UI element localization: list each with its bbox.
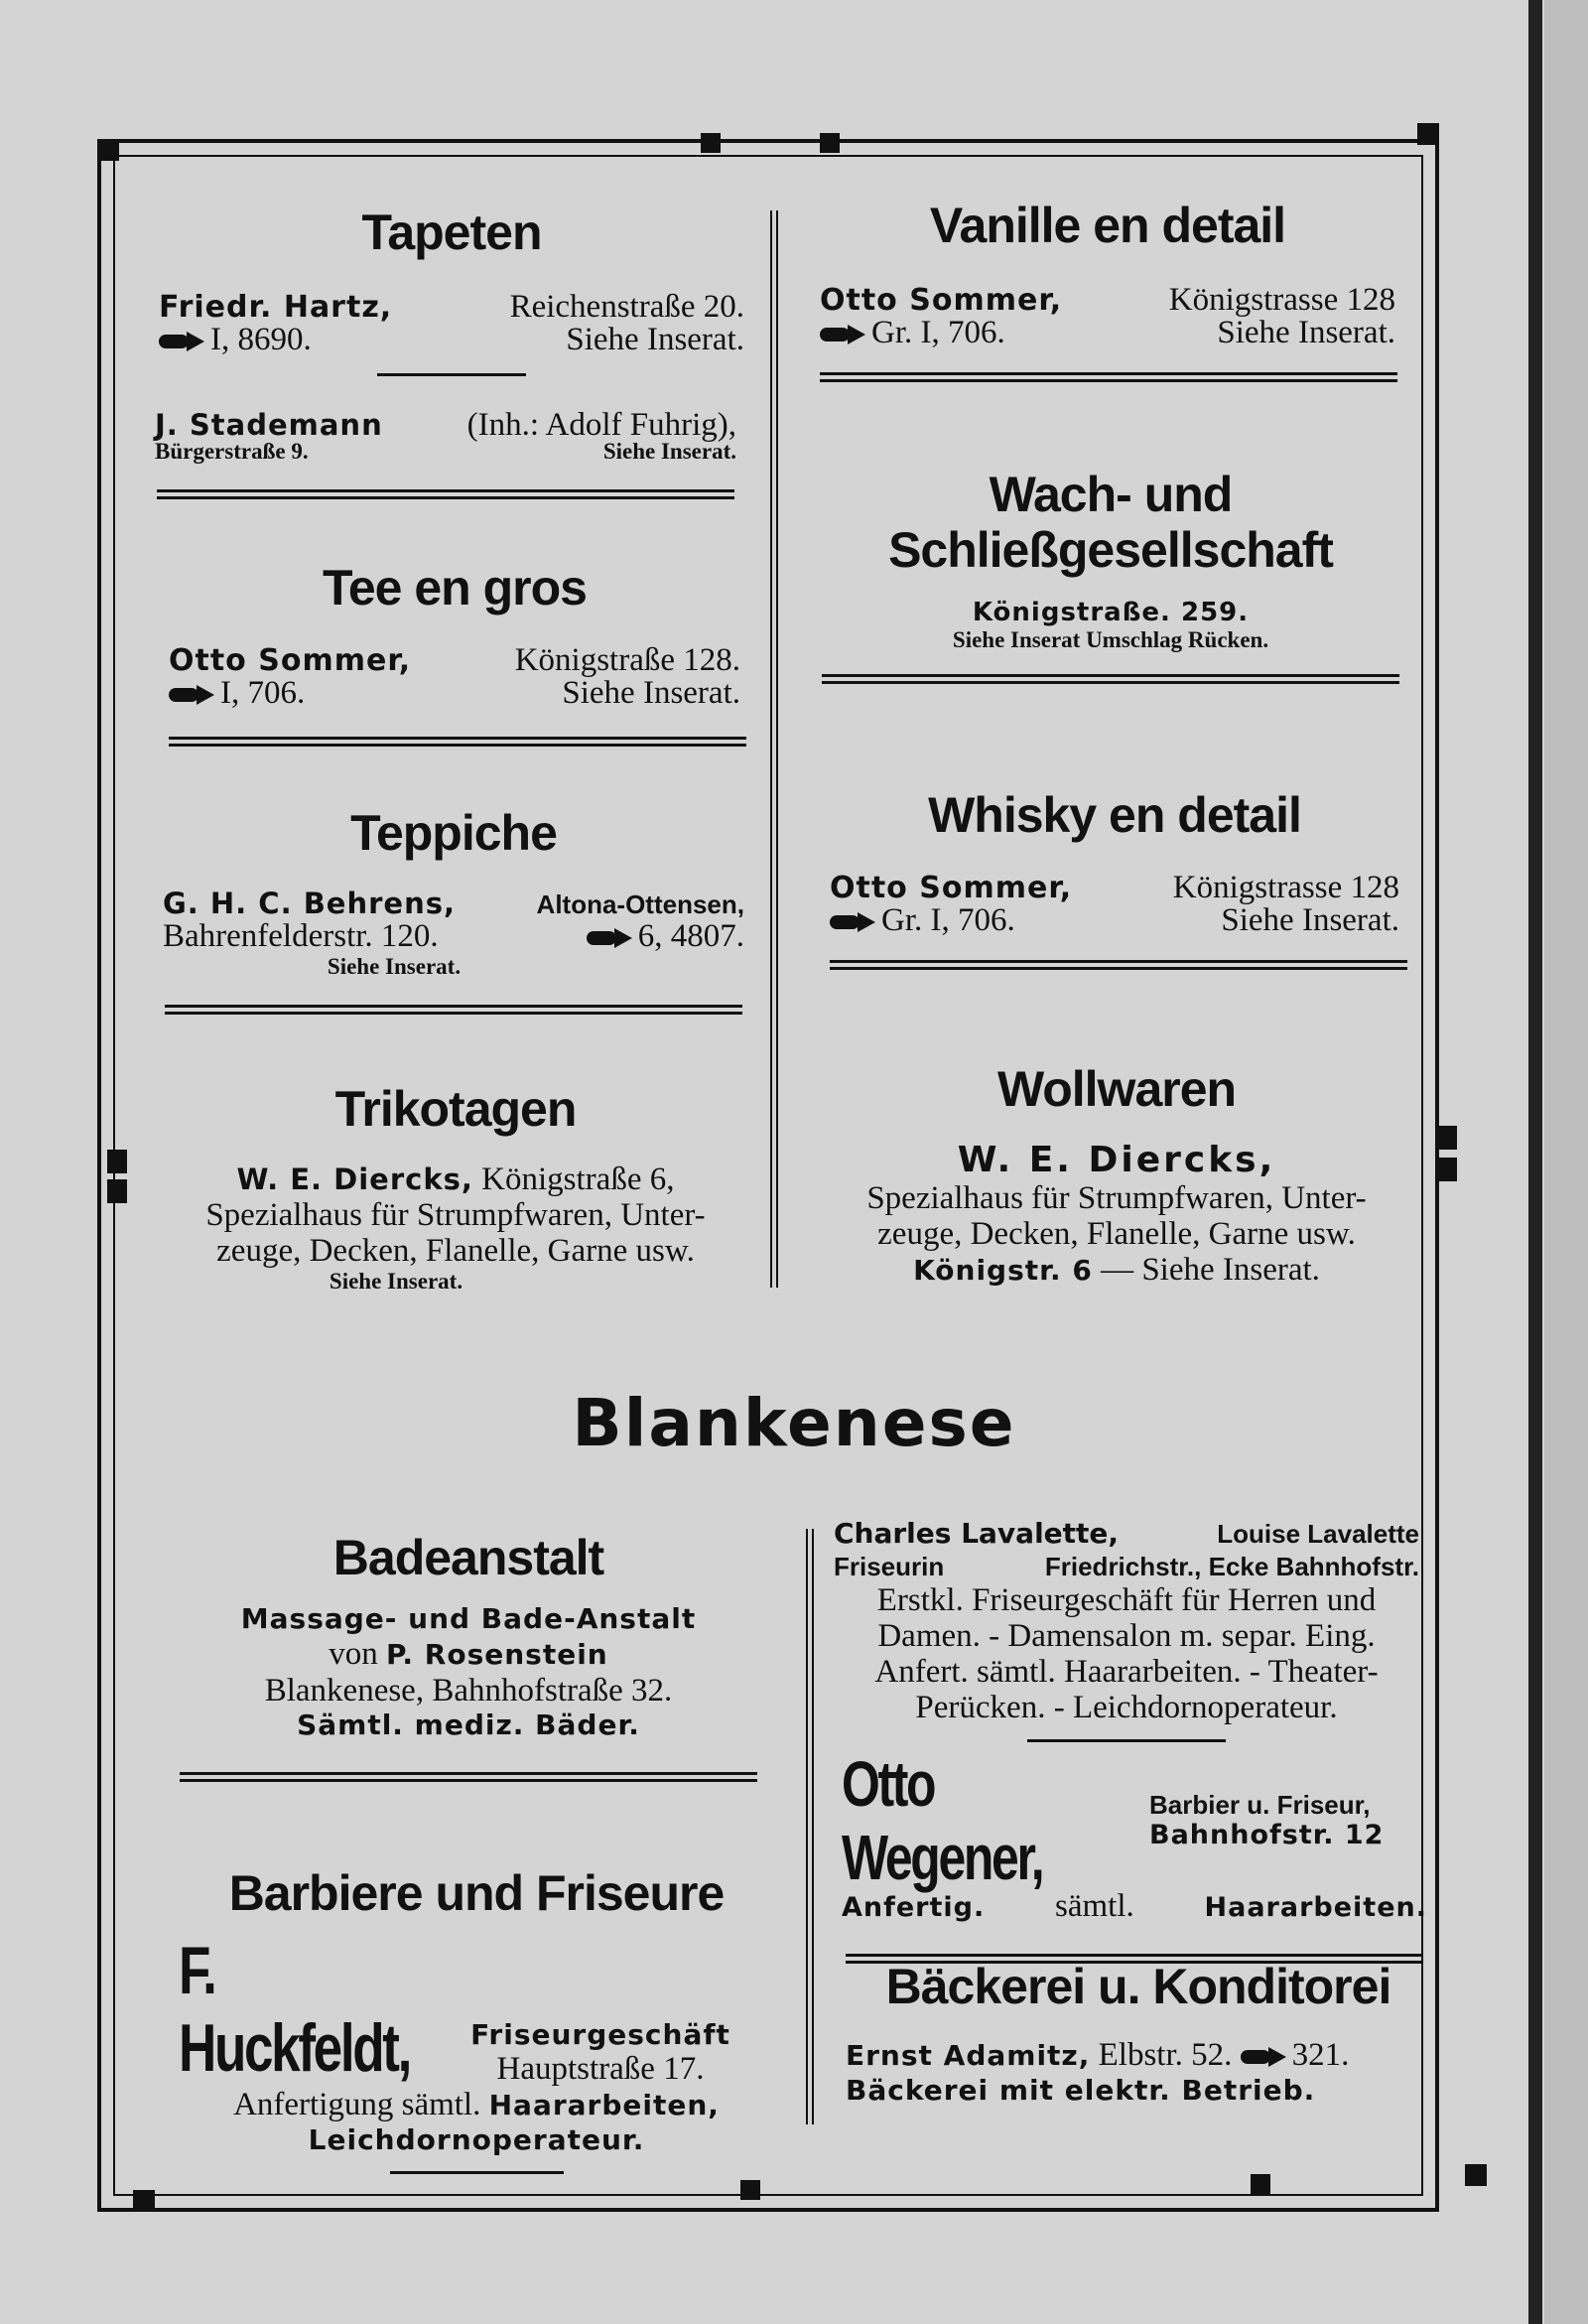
heading-teppiche: Teppiche (350, 805, 557, 861)
owner-name: P. Rosenstein (386, 1638, 608, 1671)
heading-tee: Tee en gros (323, 560, 587, 615)
frame-corner (97, 139, 119, 161)
frame-corner (1417, 123, 1439, 145)
heading-trikotagen: Trikotagen (334, 1081, 577, 1137)
reference: Siehe Inserat. (329, 1269, 463, 1294)
phone-number: I, 706. (220, 675, 306, 711)
company-name: Otto Sommer, (830, 871, 1073, 905)
entry-baeckerei (846, 1958, 1431, 2108)
column-divider-top (770, 210, 778, 1288)
service-line: Leichdornoperateur. (308, 2123, 645, 2156)
frame-ornament (701, 133, 721, 153)
company-name: W. E. Diercks, (236, 1162, 473, 1196)
service-line: Anfertigung sämtl. (233, 2087, 481, 2122)
wegener-logo: Otto Wegener, (842, 1748, 1043, 1893)
entry-wollwaren (824, 1060, 1409, 1289)
section-rule (165, 1005, 742, 1015)
heading-barbiere: Barbiere und Friseure (228, 1865, 725, 1921)
telephone-icon (159, 332, 204, 351)
section-title: Blankenese (572, 1385, 1016, 1461)
heading-tapeten: Tapeten (361, 205, 542, 260)
description-line: Erstkl. Friseurgeschäft für Herren und (876, 1582, 1377, 1618)
address: Friedrichstr., Ecke Bahnhofstr. (1044, 1552, 1419, 1581)
phone-number: 6, 4807. (637, 918, 744, 954)
heading-whisky: Whisky en detail (928, 787, 1301, 843)
frame-corner (133, 2190, 155, 2212)
title: Friseurin (834, 1552, 945, 1581)
frame-ornament (107, 1179, 127, 1203)
description-line: Perücken. - Leichdornoperateur. (915, 1690, 1338, 1725)
service-word: Anfertig. (842, 1892, 986, 1923)
business-type: Friseurgeschäft (470, 2018, 730, 2051)
address: Hauptstraße 17. (496, 2051, 705, 2087)
description-line: zeuge, Decken, Flanelle, Garne usw. (877, 1216, 1356, 1252)
company-name: Ernst Adamitz, (846, 2039, 1091, 2072)
reference: Siehe Inserat. (566, 322, 744, 357)
phone-number: Gr. I, 706. (881, 902, 1015, 938)
huckfeldt-logo: F. Huckfeldt, (179, 1933, 411, 2086)
company-name: Otto Sommer, (820, 283, 1063, 318)
heading-wach-2: Schließgesellschaft (888, 522, 1333, 578)
service-word: sämtl. (1055, 1888, 1134, 1924)
telephone-icon (1241, 2047, 1286, 2067)
short-rule (377, 373, 526, 376)
short-rule (1027, 1739, 1226, 1742)
entry-barbiere (179, 1864, 774, 2174)
reference: Siehe Inserat. (1221, 902, 1399, 938)
reference: Siehe Inserat. (1141, 1252, 1320, 1288)
service-word: Haararbeiten. (1204, 1892, 1427, 1923)
service-line: Sämtl. mediz. Bäder. (297, 1709, 640, 1741)
company-name: Otto Sommer, (169, 643, 412, 678)
scan-edge-shadow (1528, 0, 1542, 2324)
place: Altona-Ottensen, (536, 889, 744, 919)
description-line: zeuge, Decken, Flanelle, Garne usw. (216, 1233, 695, 1269)
description-line: Anfert. sämtl. Haararbeiten. - Theater- (874, 1654, 1379, 1690)
frame-corner (1465, 2164, 1487, 2186)
section-rule (157, 489, 734, 499)
section-rule (830, 960, 1407, 970)
address: Königstraße 128. (514, 642, 740, 678)
address: Bahrenfelderstr. 120. (163, 918, 439, 954)
reference: Siehe Inserat. (327, 954, 462, 979)
service-line: Massage- und Bade-Anstalt (240, 1602, 697, 1635)
frame-ornament (740, 2180, 760, 2200)
company-name: Friedr. Hartz, (159, 290, 393, 325)
entry-wegener (842, 1747, 1427, 1964)
entry-tee (169, 559, 740, 747)
description-line: Spezialhaus für Strumpfwaren, Unter- (866, 1180, 1367, 1216)
entry-vanille (820, 197, 1395, 382)
column-divider-bottom (806, 1529, 814, 2124)
phone-number: 321. (1291, 2037, 1350, 2073)
description-line: Damen. - Damensalon m. separ. Eing. (877, 1618, 1376, 1654)
telephone-icon (587, 928, 632, 948)
phone-number: I, 8690. (210, 322, 312, 357)
frame-ornament (820, 133, 840, 153)
entry-trikotagen (163, 1080, 748, 1294)
address: Königstrasse 128 (1172, 870, 1399, 905)
reference: Siehe Inserat. (562, 675, 740, 711)
address: Reichenstraße 20. (509, 289, 744, 325)
frame-ornament (1251, 2174, 1270, 2194)
second-name: Louise Lavalette (1217, 1519, 1419, 1549)
company-name: G. H. C. Behrens, (163, 887, 457, 920)
address: Elbstr. 52. (1098, 2037, 1233, 2073)
reference: Siehe Inserat Umschlag Rücken. (952, 627, 1269, 652)
address: Königstraße 6, (481, 1162, 675, 1197)
frame-ornament (107, 1150, 127, 1173)
frame-ornament (1437, 1126, 1457, 1150)
dash: — (1101, 1252, 1134, 1288)
frame-ornament (1437, 1158, 1457, 1181)
business-type: Barbier u. Friseur, (1149, 1790, 1371, 1820)
telephone-icon (820, 325, 865, 344)
description-line: Spezialhaus für Strumpfwaren, Unter- (205, 1197, 706, 1233)
section-rule (820, 372, 1397, 382)
address: Königstrasse 128 (1168, 282, 1395, 318)
entry-tapeten (159, 204, 744, 376)
telephone-icon (169, 685, 214, 705)
company-name: J. Stademann (155, 408, 383, 442)
address: Bahnhofstr. 12 (1149, 1820, 1385, 1850)
heading-wollwaren: Wollwaren (996, 1061, 1237, 1117)
address: Blankenese, Bahnhofstraße 32. (264, 1673, 673, 1709)
address: Königstraße. 259. (972, 598, 1250, 627)
entry-stademann (155, 407, 736, 499)
owner: (Inh.: Adolf Fuhrig), (466, 407, 736, 443)
company-name: Charles Lavalette, (834, 1517, 1120, 1550)
section-rule (169, 737, 746, 747)
section-rule (822, 674, 1399, 684)
service-line: Bäckerei mit elektr. Betrieb. (846, 2074, 1316, 2107)
phone-number: Gr. I, 706. (871, 315, 1005, 350)
entry-whisky (830, 786, 1399, 970)
service-line-bold: Haararbeiten, (488, 2089, 720, 2121)
heading-baeckerei: Bäckerei u. Konditorei (885, 1959, 1391, 2014)
heading-wach-1: Wach- und (989, 467, 1233, 522)
reference: Siehe Inserat. (602, 439, 736, 464)
entry-badeanstalt (171, 1529, 766, 1782)
heading-vanille: Vanille en detail (929, 198, 1286, 253)
telephone-icon (830, 912, 875, 932)
address: Königstr. 6 (913, 1254, 1093, 1287)
company-name: W. E. Diercks, (957, 1140, 1276, 1180)
short-rule (390, 2171, 564, 2174)
entry-wach (820, 467, 1401, 684)
address: Bürgerstraße 9. (155, 439, 309, 464)
entry-lavalette (834, 1517, 1419, 1742)
reference: Siehe Inserat. (1217, 315, 1395, 350)
entry-teppiche (163, 804, 744, 1015)
scan-margin (1544, 0, 1588, 2324)
von: von (329, 1636, 378, 1672)
section-rule (180, 1772, 757, 1782)
heading-badeanstalt: Badeanstalt (332, 1530, 604, 1585)
